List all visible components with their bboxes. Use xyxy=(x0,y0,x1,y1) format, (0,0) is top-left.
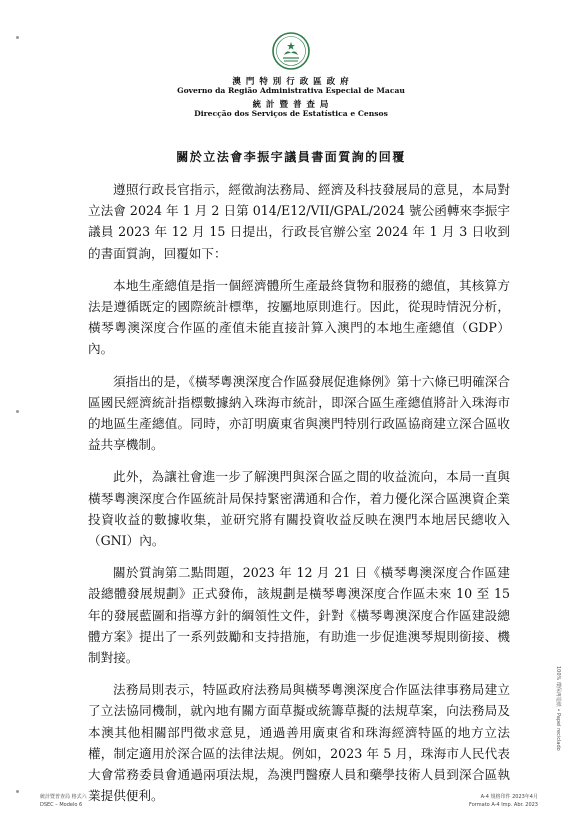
footer-print-format-chinese: A-4 規格印件 2023年4月 xyxy=(480,794,538,800)
footer-print-format-portuguese: Formato A-4 Imp. Abr. 2023 xyxy=(469,802,538,808)
footer-form-code-chinese: 統計暨普查局 格式六 xyxy=(40,794,87,800)
document-body xyxy=(88,179,510,817)
footer-form-code-portuguese: DSEC – Modelo 6 xyxy=(40,802,83,808)
paragraph-gdp: 本地生產總值是指一個經濟體所生產最終貨物和服務的總值，其核算方法是遵循既定的國際統計標準，按屬地原則進行。因此，從現時情況分析，橫琴粵澳深度合作區的產值未能直接計算入澳門的本地生產總值（GDP）內。 xyxy=(88,277,510,357)
paragraph-gni: 此外，為讓社會進一步了解澳門與深合區之間的收益流向，本局一直與橫琴粵澳深度合作區統計局保持緊密溝通和合作，着力優化深合區澳資企業投資收益的數據收集，並研究將有關投資收益反映在澳門本地居民總收入（GNI）內。 xyxy=(88,469,510,549)
paragraph-plan: 關於質詢第二點問題，2023 年 12 月 21 日《橫琴粵澳深度合作區建設總體發展規劃》正式發佈，該規劃是橫琴粵澳深度合作區未來 10 至 15 年的發展藍圖和指導方針的綱領性文件，針對《橫琴粵澳深度合作區建設總體方案》提出了一系列鼓勵和支持措施，有助進一步促進澳琴規則銜接、機制對接。 xyxy=(88,565,510,666)
paragraph-intro: 遵照行政長官指示，經徵詢法務局、經濟及科技發展局的意見，本局對立法會 2024 年 1 月 2 日第 014/E12/VII/GPAL/2024 號公函轉來李振宇議員 2023 年 12 月 15 日提出，行政長官辦公室 2024 年 1 月 3 日收到的書面質詢，回覆如下： xyxy=(88,182,510,261)
macau-emblem-icon xyxy=(271,31,311,71)
footer-print-format xyxy=(438,793,538,809)
government-name-portuguese: Governo da Região Administrativa Especial de Macau xyxy=(177,86,405,95)
department-name-portuguese: Direcção dos Serviços de Estatística e Censos xyxy=(194,109,388,118)
government-name-chinese: 澳 門 特 別 行 政 區 政 府 xyxy=(232,77,350,87)
punch-mark-mid xyxy=(16,410,19,413)
paragraph-legal: 法務局則表示，特區政府法務局與橫琴粵澳深度合作區法律事務局建立了立法協同機制，就內地有關方面草擬或統籌草擬的法規草案，向法務局及本澳其他相關部門徵求意見，通過善用廣東省和珠海經濟特區的地方立法權，制定適用於深合區的法律法規。例如，2023 年 5 月，珠海市人民代表大會常務委員會通過兩項法規，為澳門醫療人員和藥學技術人員到深合區執業提供便利。 xyxy=(88,682,510,804)
recycled-paper-note: 100% 環保再造紙 • Papel reciclado xyxy=(555,666,561,751)
paragraph-regulation: 須指出的是，《橫琴粵澳深度合作區發展促進條例》第十六條已明確深合區國民經濟統計指標數據納入珠海市統計，即深合區生產總值將計入珠海市的地區生產總值。同時，亦訂明廣東省與澳門特別行政區協商建立深合區收益共享機制。 xyxy=(88,373,510,453)
punch-mark-top xyxy=(16,36,19,39)
document-title: 關於立法會李振宇議員書面質詢的回覆 xyxy=(176,150,406,164)
punch-mark-bottom xyxy=(16,790,19,793)
footer-form-code xyxy=(40,793,87,809)
department-name-chinese: 統 計 暨 普 查 局 xyxy=(252,100,330,110)
